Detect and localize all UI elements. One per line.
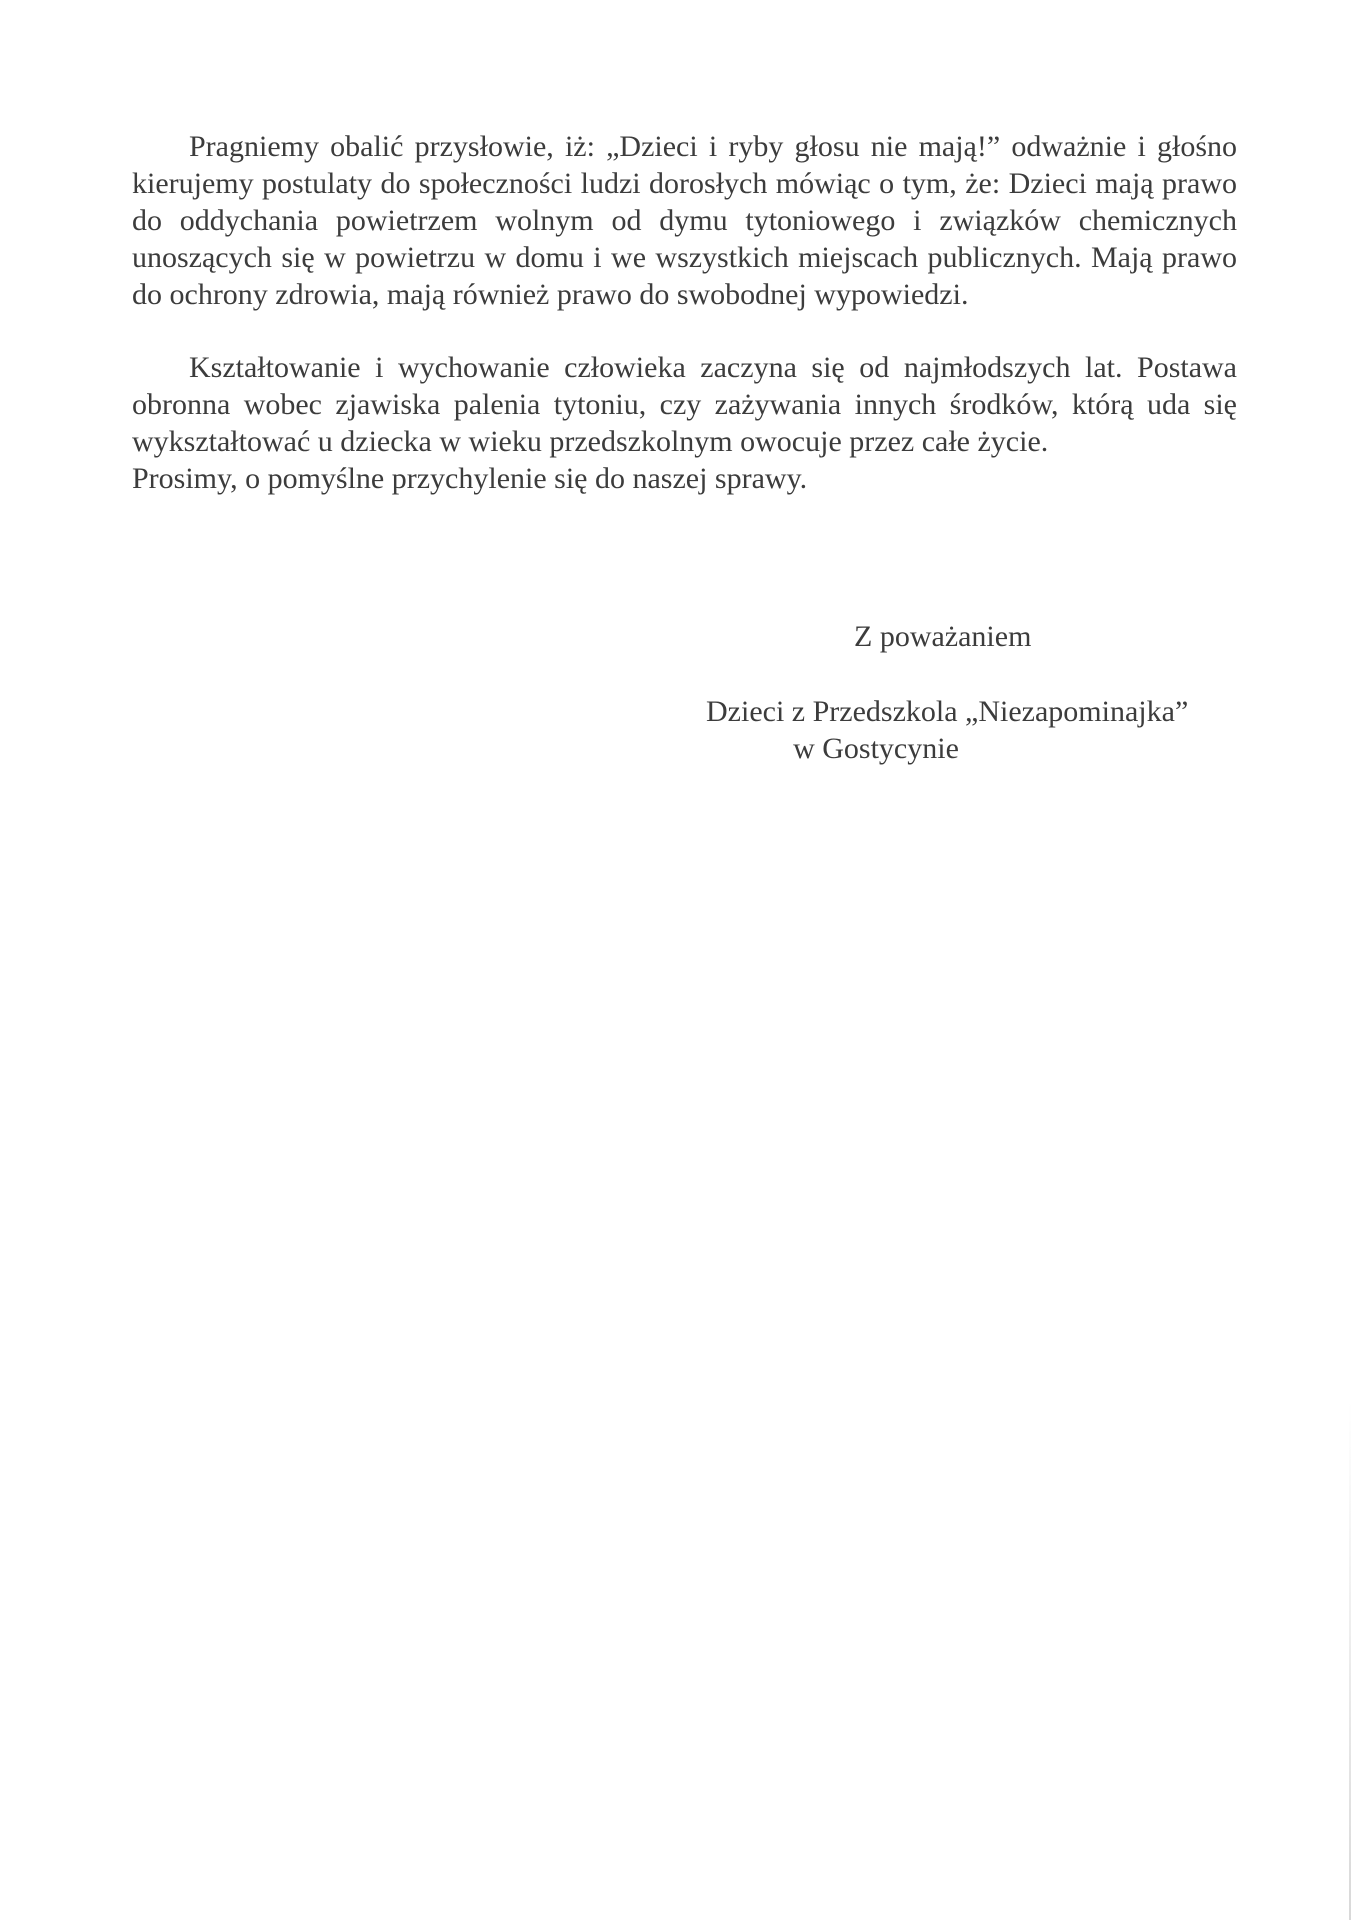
signature-line-location: w Gostycynie [793,732,959,765]
paragraph-upbringing: Kształtowanie i wychowanie człowieka zaczyna się od najmłodszych lat. Postawa obronna wobec zjawiska palenia tytoniu, czy zażywania innych środków, którą uda się wykształtować u dziecka w wieku przedszkolnym owocuje przez całe życie. [132,351,1237,458]
request-line: Prosimy, o pomyślne przychylenie się do naszej sprawy. [132,462,808,495]
signature-line-institution: Dzieci z Przedszkola „Niezapominajka” [706,695,1189,728]
paragraph-children-rights: Pragniemy obalić przysłowie, iż: „Dzieci i ryby głosu nie mają!” odważnie i głośno kierujemy postulaty do społeczności ludzi dorosłych mówiąc o tym, że: Dzieci mają prawo do oddychania powietrzem wolnym od dymu tytoniowego i związków chemicznych unoszących się w powietrzu w domu i we wszystkich miejscach publicznych. Mają prawo do ochrony zdrowia, mają również prawo do swobodnej wypowiedzi. [132,130,1237,311]
paragraph-spacer [132,313,1237,349]
scan-edge-mark [1349,1400,1351,1920]
closing-phrase: Z poważaniem [854,620,1032,653]
signature-block [706,693,1189,767]
letter-body [132,128,1237,497]
